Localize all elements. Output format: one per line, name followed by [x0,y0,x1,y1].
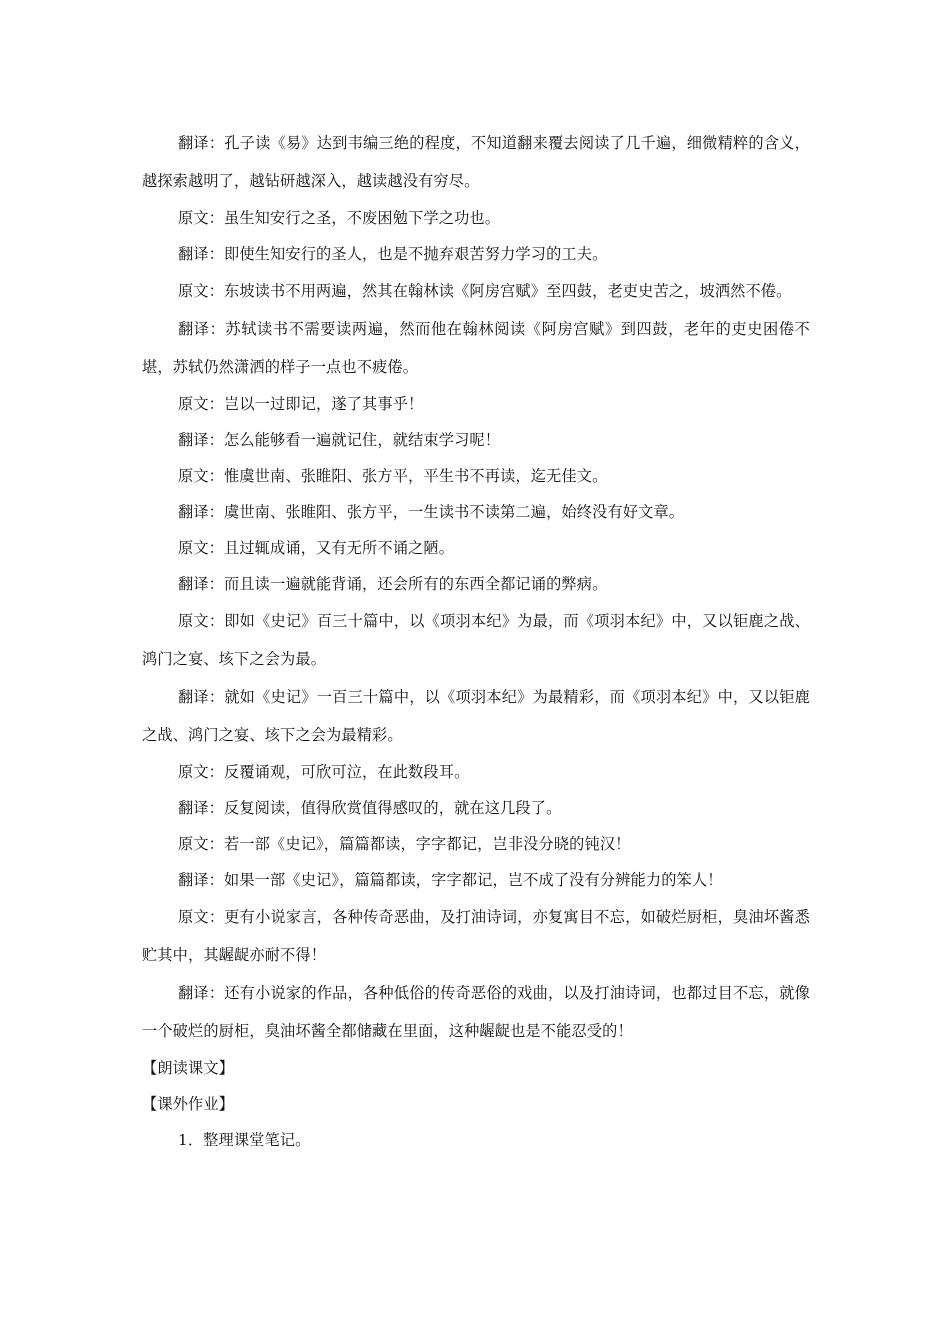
paragraph-original-8: 原文：反覆诵观，可欣可泣，在此数段耳。 [178,763,470,781]
paragraph-translation-3: 翻译：苏轼读书不需要读两遍，然而他在翰林阅读《阿房宫赋》到四鼓，老年的吏史困倦不堪，苏轼仍然潇洒的样子一点也不疲倦。 [142,320,810,376]
homework-item-1: 1．整理课堂笔记。 [178,1131,311,1149]
paragraph-translation-4: 翻译：怎么能够看一遍就记住，就结束学习呢！ [178,431,501,449]
paragraph-translation-7: 翻译：就如《史记》一百三十篇中，以《项羽本纪》为最精彩，而《项羽本纪》中，又以钜鹿之战、鸿门之宴、垓下之会为最精彩。 [142,688,810,744]
document-body [142,124,810,1158]
paragraph-translation-2: 翻译：即使生知安行的圣人，也是不抛弃艰苦努力学习的工夫。 [178,245,608,263]
paragraph-translation-5: 翻译：虞世南、张睢阳、张方平，一生读书不读第二遍，始终没有好文章。 [178,503,685,521]
paragraph-translation-1: 翻译：孔子读《易》达到韦编三绝的程度，不知道翻来覆去阅读了几千遍，细微精粹的含义，越探索越明了，越钻研越深入，越读越没有穷尽。 [142,134,810,190]
paragraph-original-7: 原文：即如《史记》百三十篇中，以《项羽本纪》为最，而《项羽本纪》中，又以钜鹿之战、鸿门之宴、垓下之会为最。 [142,612,810,668]
paragraph-original-2: 原文：虽生知安行之圣，不废困勉下学之功也。 [178,209,501,227]
paragraph-original-4: 原文：岂以一过即记，遂了其事乎！ [178,395,424,413]
paragraph-original-6: 原文：且过辄成诵，又有无所不诵之陋。 [178,539,455,557]
section-heading-read-aloud: 【朗读课文】 [142,1059,235,1077]
paragraph-translation-8: 翻译：反复阅读，值得欣赏值得感叹的，就在这几段了。 [178,799,562,817]
paragraph-original-10: 原文：更有小说家言，各种传奇恶曲，及打油诗词，亦复寓目不忘，如破烂厨柜，臭油坏酱悉贮其中，其龌龊亦耐不得！ [142,908,810,964]
paragraph-translation-10: 翻译：还有小说家的作品，各种低俗的传奇恶俗的戏曲，以及打油诗词，也都过目不忘，就像一个破烂的厨柜，臭油坏酱全都储藏在里面，这种龌龊也是不能忍受的！ [142,984,810,1040]
section-heading-homework: 【课外作业】 [142,1095,235,1113]
paragraph-original-9: 原文：若一部《史记》，篇篇都读，字字都记，岂非没分晓的钝汉！ [178,835,631,853]
paragraph-original-3: 原文：东坡读书不用两遍，然其在翰林读《阿房宫赋》至四鼓，老吏史苦之，坡洒然不倦。 [178,282,792,300]
paragraph-translation-6: 翻译：而且读一遍就能背诵，还会所有的东西全都记诵的弊病。 [178,575,608,593]
paragraph-original-5: 原文：惟虞世南、张睢阳、张方平，平生书不再读，迄无佳文。 [178,467,608,485]
paragraph-translation-9: 翻译：如果一部《史记》，篇篇都读，字字都记，岂不成了没有分辨能力的笨人！ [178,871,723,889]
